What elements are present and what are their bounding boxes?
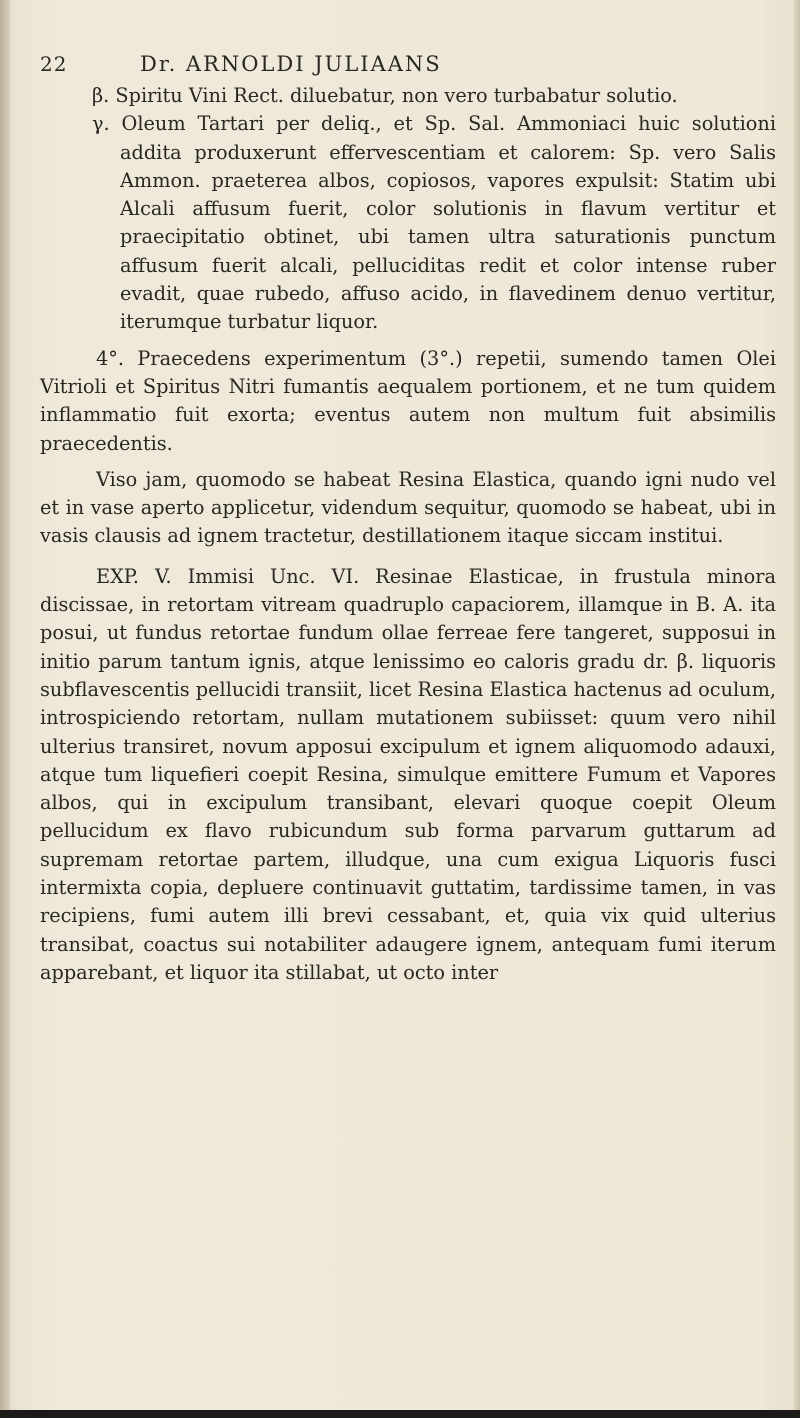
scan-bottom-edge [0, 1410, 800, 1418]
paragraph-beta: β. Spiritu Vini Rect. diluebatur, non vero turbabatur solutio. [92, 84, 678, 107]
running-head [40, 52, 780, 82]
body-text [40, 82, 776, 987]
paragraph-experiment-4: 4°. Praecedens experimentum (3°.) repetii, sumendo tamen Olei Vitrioli et Spiritus Nitri fumantis aequalem portionem, et ne tum quidem inflammatio fuit exorta; eventus autem non multum fuit absimilis praecedentis. [40, 346, 776, 455]
page-edge [794, 0, 800, 1418]
running-title: Dr. ARNOLDI JULIAANS [140, 52, 442, 76]
paragraph-gamma: γ. Oleum Tartari per deliq., et Sp. Sal. Ammoniaci huic solutioni addita produxerunt effervescentiam et calorem: Sp. vero Salis Ammon. praeterea albos, copiosos, vapores expulsit: Statim ubi Alcali affusum fuerit, color solutionis in flavum vertitur et praecipitatio obtinet, ubi tamen ultra saturationis punctum affusum fuerit alcali, pelluciditas redit et color intense ruber evadit, quae rubedo, affuso acido, in flavedinem denuo vertitur, iterumque turbatur liquor. [92, 112, 776, 334]
page-number: 22 [40, 52, 68, 76]
paragraph-transition: Viso jam, quomodo se habeat Resina Elastica, quando igni nudo vel et in vase aperto applicetur, videndum sequitur, quomodo se habeat, ubi in vasis clausis ad ignem tractetur, destillationem itaque siccam institui. [40, 467, 776, 548]
binding-edge [0, 0, 10, 1418]
paragraph-experiment-5: EXP. V. Immisi Unc. VI. Resinae Elasticae, in frustula minora discissae, in retortam vitream quadruplo capaciorem, illamque in B. A. ita posui, ut fundus retortae fundum ollae ferreae fere tangeret, supposui in initio parum tantum ignis, atque lenissimo eo caloris gradu dr. β. liquoris subflavescentis pellucidi transiit, licet Resina Elastica hactenus ad oculum, introspiciendo retortam, nullam mutationem subiisset: quum vero nihil ulterius transiret, novum apposui excipulum et ignem aliquomodo adauxi, atque tum liquefieri coepit Resina, simulque emittere Fumum et Vapores albos, qui in excipulum transibant, elevari quoque coepit Oleum pellucidum ex flavo rubicundum sub forma parvarum guttarum ad supremam retortae partem, illudque, una cum exigua Liquoris fusci intermixta copia, depluere continuavit guttatim, tardissime tamen, in vas recipiens, fumi autem illi brevi cessabant, et, quia vix quid ulterius transibat, coactus sui notabiliter adaugere ignem, antequam fumi iterum apparebant, et liquor ita stillabat, ut octo inter [40, 564, 776, 984]
